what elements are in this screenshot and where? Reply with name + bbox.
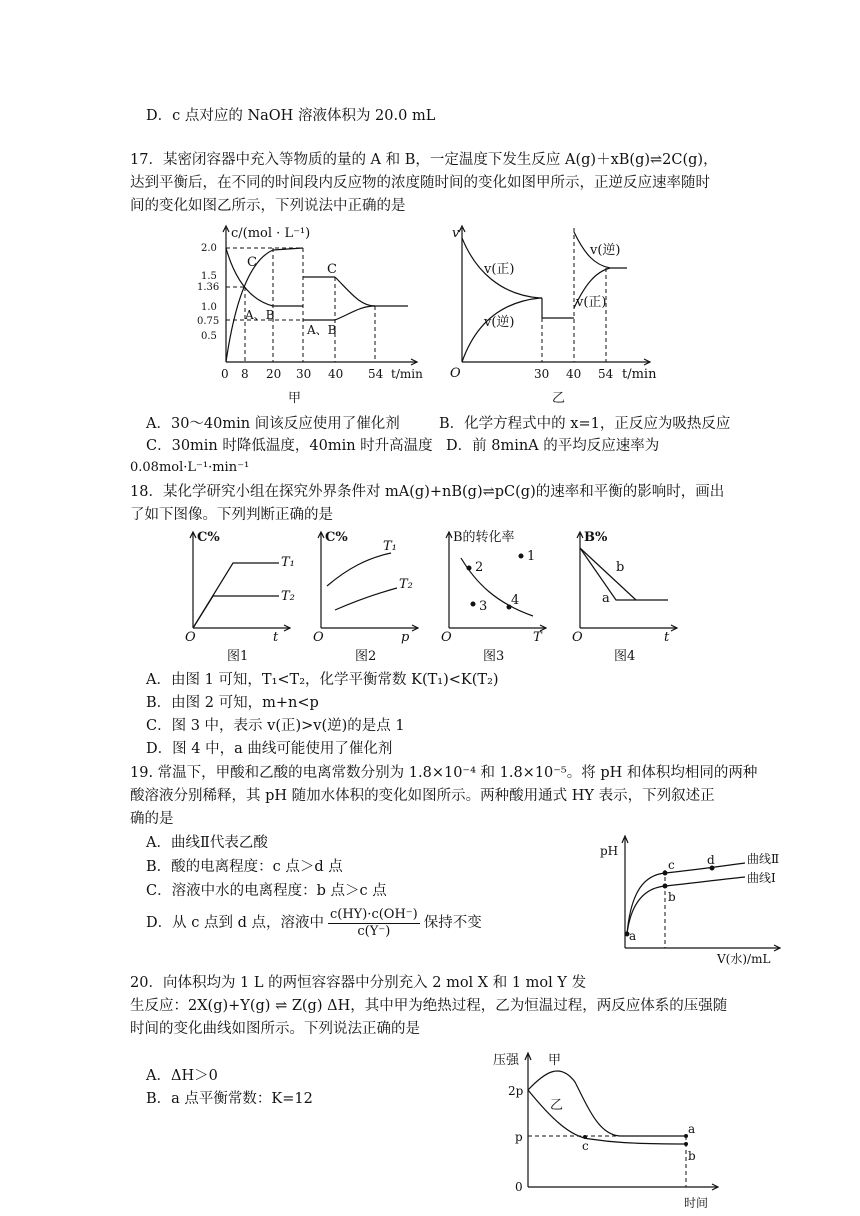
fig3-xlabel: T <box>533 630 542 645</box>
q20-stem-line2: 生反应：2X(g)+Y(g) ⇌ Z(g) ΔH，其中甲为绝热过程，乙为恒温过程，两反应体系的压强随 <box>130 998 728 1014</box>
yi-v-zheng: v(正) <box>484 262 515 277</box>
jia-label-AB2: A、B <box>307 323 337 337</box>
fig4-label-b: b <box>616 560 625 575</box>
q19-fraction-den: c(Y⁻) <box>357 923 391 939</box>
fig4-ylabel: B% <box>584 530 608 545</box>
fig2-origin: O <box>313 630 324 645</box>
q19-label-b: b <box>668 890 676 904</box>
fig3-label-3: 3 <box>479 599 488 614</box>
q17-option-c: C．30min 时降低温度，40min 时升高温度 <box>146 438 433 454</box>
yi-caption: 乙 <box>552 391 566 406</box>
q18-figure-1 <box>185 528 305 668</box>
jia-xtick-54: 54 <box>368 367 384 381</box>
q19-stem-line2: 酸溶液分别稀释，其 pH 随加水体积的变化如图所示。两种酸用通式 HY 表示，下列叙述正 <box>130 788 715 804</box>
q20-label-jia: 甲 <box>548 1053 562 1068</box>
q20-label-yi: 乙 <box>550 1098 564 1113</box>
fig3-label-2: 2 <box>475 560 484 575</box>
q18-figure-4 <box>572 528 692 668</box>
q19-option-a: A．曲线Ⅱ代表乙酸 <box>146 835 268 851</box>
fig1-T1: T₁ <box>281 555 295 570</box>
jia-ytick-1.36: 1.36 <box>197 282 220 293</box>
q17-stem-line3: 间的变化如图乙所示，下列说法中正确的是 <box>130 198 406 214</box>
q16-option-d: D．c 点对应的 NaOH 溶液体积为 20.0 mL <box>146 108 436 124</box>
fig3-point-3 <box>471 602 476 607</box>
yi-xtick-30: 30 <box>534 367 550 381</box>
q18-option-a: A．由图 1 可知，T₁<T₂，化学平衡常数 K(T₁)<K(T₂) <box>146 672 499 688</box>
fig1-T2: T₂ <box>281 589 295 604</box>
q17-option-d-cont: 0.08mol·L⁻¹·min⁻¹ <box>130 460 250 475</box>
jia-ytick-0.5: 0.5 <box>201 331 217 342</box>
q19-label-c: c <box>668 858 675 872</box>
fig3-ylabel: B的转化率 <box>453 530 515 545</box>
q20-label-a: a <box>688 1122 696 1136</box>
q20-point-b <box>684 1142 688 1146</box>
q18-option-c: C．图 3 中，表示 v(正)>v(逆)的是点 1 <box>146 718 405 734</box>
fig4-origin: O <box>572 630 583 645</box>
q17-option-d: D．前 8minA 的平均反应速率为 <box>446 438 660 454</box>
jia-ylabel: c/(mol · L⁻¹) <box>231 226 311 241</box>
q19-option-c: C．溶液中水的电离程度：b 点＞c 点 <box>146 883 387 899</box>
fig3-label-1: 1 <box>527 549 536 564</box>
q19-stem-line1: 19. 常温下，甲酸和乙酸的电离常数分别为 1.8×10⁻⁴ 和 1.8×10⁻⁵。将 pH 和体积均相同的两种 <box>130 765 758 781</box>
q19-fraction <box>328 907 420 940</box>
q19-label-curve1: 曲线Ⅰ <box>747 871 776 885</box>
fig3-label-4: 4 <box>511 593 520 608</box>
q18-option-b: B．由图 2 可知，m+n<p <box>146 695 319 711</box>
fig1-origin: O <box>185 630 196 645</box>
fig4-caption: 图4 <box>614 649 636 664</box>
yi-v-ni: v(逆) <box>484 315 515 330</box>
yi-xtick-40: 40 <box>566 367 582 381</box>
q19-label-curve2: 曲线Ⅱ <box>747 852 780 866</box>
q20-option-a: A．ΔH＞0 <box>146 1068 218 1084</box>
jia-xtick-40: 40 <box>328 367 344 381</box>
fig3-origin: O <box>441 630 452 645</box>
fig2-caption: 图2 <box>355 649 377 664</box>
fig2-T2: T₂ <box>399 577 413 592</box>
q20-y-p: p <box>515 1130 523 1144</box>
jia-label-C1: C <box>247 255 257 270</box>
jia-xtick-20: 20 <box>266 367 282 381</box>
jia-ytick-0.75: 0.75 <box>197 316 220 327</box>
q17-option-a: A．30～40min 间该反应使用了催化剂 <box>146 416 400 432</box>
q18-figure-3 <box>441 528 561 668</box>
q20-label-b: b <box>688 1149 696 1163</box>
jia-xtick-30: 30 <box>296 367 312 381</box>
q19-label-d: d <box>707 853 715 867</box>
yi-v-zheng2: v(正) <box>576 295 607 310</box>
yi-origin: O <box>450 366 461 381</box>
jia-ytick-2.0: 2.0 <box>201 243 217 254</box>
q18-stem-line2: 了如下图像。下列判断正确的是 <box>130 507 333 523</box>
fig3-point-1 <box>519 554 524 559</box>
q19-option-d-post: 保持不变 <box>423 915 482 931</box>
fig2-T1: T₁ <box>383 539 397 554</box>
q20-ylabel: 压强 <box>493 1053 520 1068</box>
q17-option-b: B．化学方程式中的 x=1，正反应为吸热反应 <box>439 416 731 432</box>
q20-stem-line1: 20．向体积均为 1 L 的两恒容容器中分别充入 2 mol X 和 1 mol Y 发 <box>130 975 587 991</box>
jia-label-AB1: A、B <box>245 308 275 322</box>
fig1-ylabel: C% <box>197 530 220 545</box>
fig1-caption: 图1 <box>227 649 249 664</box>
yi-xtick-54: 54 <box>598 367 614 381</box>
jia-ytick-1.5: 1.5 <box>201 271 217 282</box>
q20-figure <box>490 1047 730 1212</box>
fig2-xlabel: p <box>401 630 410 645</box>
fig1-xlabel: t <box>273 630 279 645</box>
fig2-ylabel: C% <box>325 530 348 545</box>
jia-xtick-8: 8 <box>241 367 249 381</box>
q19-label-a: a <box>629 929 637 943</box>
q20-label-c: c <box>582 1139 589 1153</box>
q20-y-2p: 2p <box>508 1084 524 1098</box>
q19-point-c <box>663 871 668 876</box>
q19-figure <box>595 830 795 970</box>
yi-v-ni2: v(逆) <box>590 243 621 258</box>
jia-xlabel: t/min <box>391 367 423 381</box>
q19-xlabel: V(水)/mL <box>717 952 771 966</box>
q18-figure-2 <box>313 528 433 668</box>
q20-xlabel: 时间 <box>684 1196 709 1210</box>
q19-fraction-num: c(HY)·c(OH⁻) <box>329 906 418 922</box>
fig3-point-2 <box>467 566 472 571</box>
q18-stem-line1: 18．某化学研究小组在探究外界条件对 mA(g)+nB(g)⇌pC(g)的速率和平衡的影响时，画出 <box>130 484 725 500</box>
yi-ylabel: v <box>452 226 460 241</box>
jia-caption: 甲 <box>288 391 302 406</box>
q19-option-b: B．酸的电离程度：c 点＞d 点 <box>146 859 343 875</box>
jia-ytick-1.0: 1.0 <box>201 302 217 313</box>
fig4-xlabel: t <box>664 630 670 645</box>
q20-stem-line3: 时间的变化曲线如图所示。下列说法正确的是 <box>130 1021 420 1037</box>
q17-figure-jia <box>195 220 425 410</box>
yi-xlabel: t/min <box>622 367 657 382</box>
q18-option-d: D．图 4 中，a 曲线可能使用了催化剂 <box>146 741 393 757</box>
q19-point-b <box>663 884 668 889</box>
q17-stem-line1: 17．某密闭容器中充入等物质的量的 A 和 B，一定温度下发生反应 A(g)＋xB(g)⇌2C(g)， <box>130 152 718 168</box>
q20-y-0: 0 <box>515 1180 523 1194</box>
q17-stem-line2: 达到平衡后，在不同的时间段内反应物的浓度随时间的变化如图甲所示，正逆反应速率随时 <box>130 175 710 191</box>
q19-option-d <box>146 905 482 941</box>
q19-ylabel: pH <box>600 844 619 858</box>
fig4-label-a: a <box>602 591 610 606</box>
q19-stem-line3: 确的是 <box>130 811 174 827</box>
q17-figure-yi <box>450 220 680 410</box>
jia-label-C2: C <box>327 262 337 277</box>
fig3-caption: 图3 <box>483 649 505 664</box>
q20-option-b: B．a 点平衡常数：K=12 <box>146 1091 313 1107</box>
q19-option-d-pre: D．从 c 点到 d 点，溶液中 <box>146 915 324 931</box>
jia-xtick-0: 0 <box>221 367 229 381</box>
